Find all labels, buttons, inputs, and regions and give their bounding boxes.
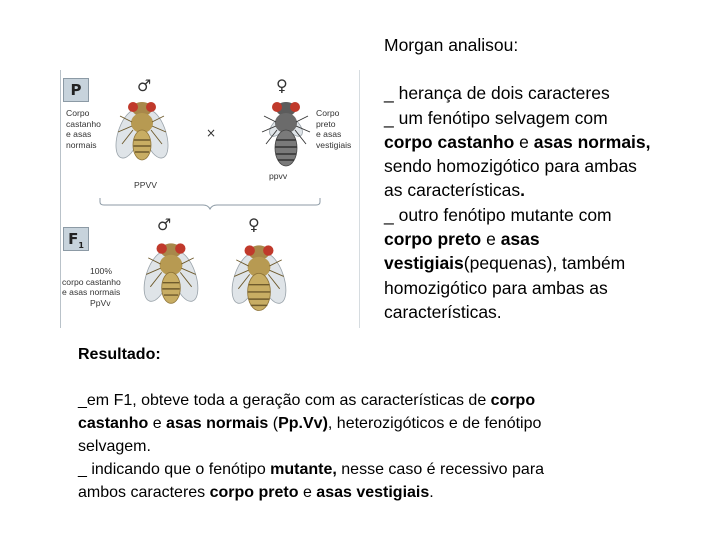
parental-generation-label: P [63, 78, 89, 102]
result-line-2: castanho e asas normais (Pp.Vv), heterozigóticos e de fenótipo [78, 415, 542, 432]
description-line-6: _ outro fenótipo mutante com [384, 204, 612, 225]
male-symbol-icon: ♂ [157, 215, 172, 234]
cross-symbol: × [206, 126, 217, 140]
description-line-9: homozigótico para ambas as [384, 277, 608, 298]
description-line-1: _ herança de dois caracteres [384, 83, 610, 104]
p-female-genotype: ppvv [269, 171, 288, 181]
f1-generation-label: $F_1$ [63, 227, 89, 251]
p-male-genotype: PPVV [134, 180, 157, 190]
description-text [384, 33, 704, 324]
description-line-7: corpo preto e asas [384, 229, 540, 250]
description-line-8: vestigiais(pequenas), também [384, 253, 626, 274]
generation-arrow-icon [60, 70, 360, 328]
wild-type-male-fly-icon [112, 92, 172, 177]
description-line-10: características. [384, 301, 502, 322]
p-female-caption: Corpo preto e asas vestigiais [316, 108, 352, 150]
description-line-4: sendo homozigótico para ambas [384, 156, 637, 177]
f1-caption: 100% corpo castanho e asas normais PpVv [62, 266, 121, 308]
male-symbol-icon: ♂ [137, 76, 152, 95]
description-line-5: as características. [384, 180, 526, 201]
result-line-5: ambos caracteres corpo preto e asas vestigiais. [78, 484, 434, 501]
description-line-3: corpo castanho e asas normais, [384, 131, 651, 152]
result-line-1: _em F1, obteve toda a geração com as características de corpo [78, 392, 536, 409]
result-text [78, 343, 638, 504]
female-symbol-icon: ♀ [248, 215, 260, 234]
f1-female-fly-icon [228, 235, 290, 323]
description-line-2: _ um fenótipo selvagem com [384, 107, 608, 128]
description-title: Morgan analisou: [384, 35, 519, 55]
cross-diagram [60, 70, 360, 328]
female-symbol-icon: ♀ [276, 76, 288, 95]
p-male-caption: Corpo castanho e asas normais [66, 108, 101, 150]
result-heading: Resultado: [78, 346, 161, 363]
mutant-female-fly-icon [258, 94, 314, 176]
result-line-3: selvagem. [78, 438, 151, 455]
result-line-4: _ indicando que o fenótipo mutante, nesse caso é recessivo para [78, 461, 545, 478]
f1-male-fly-icon [140, 233, 202, 321]
